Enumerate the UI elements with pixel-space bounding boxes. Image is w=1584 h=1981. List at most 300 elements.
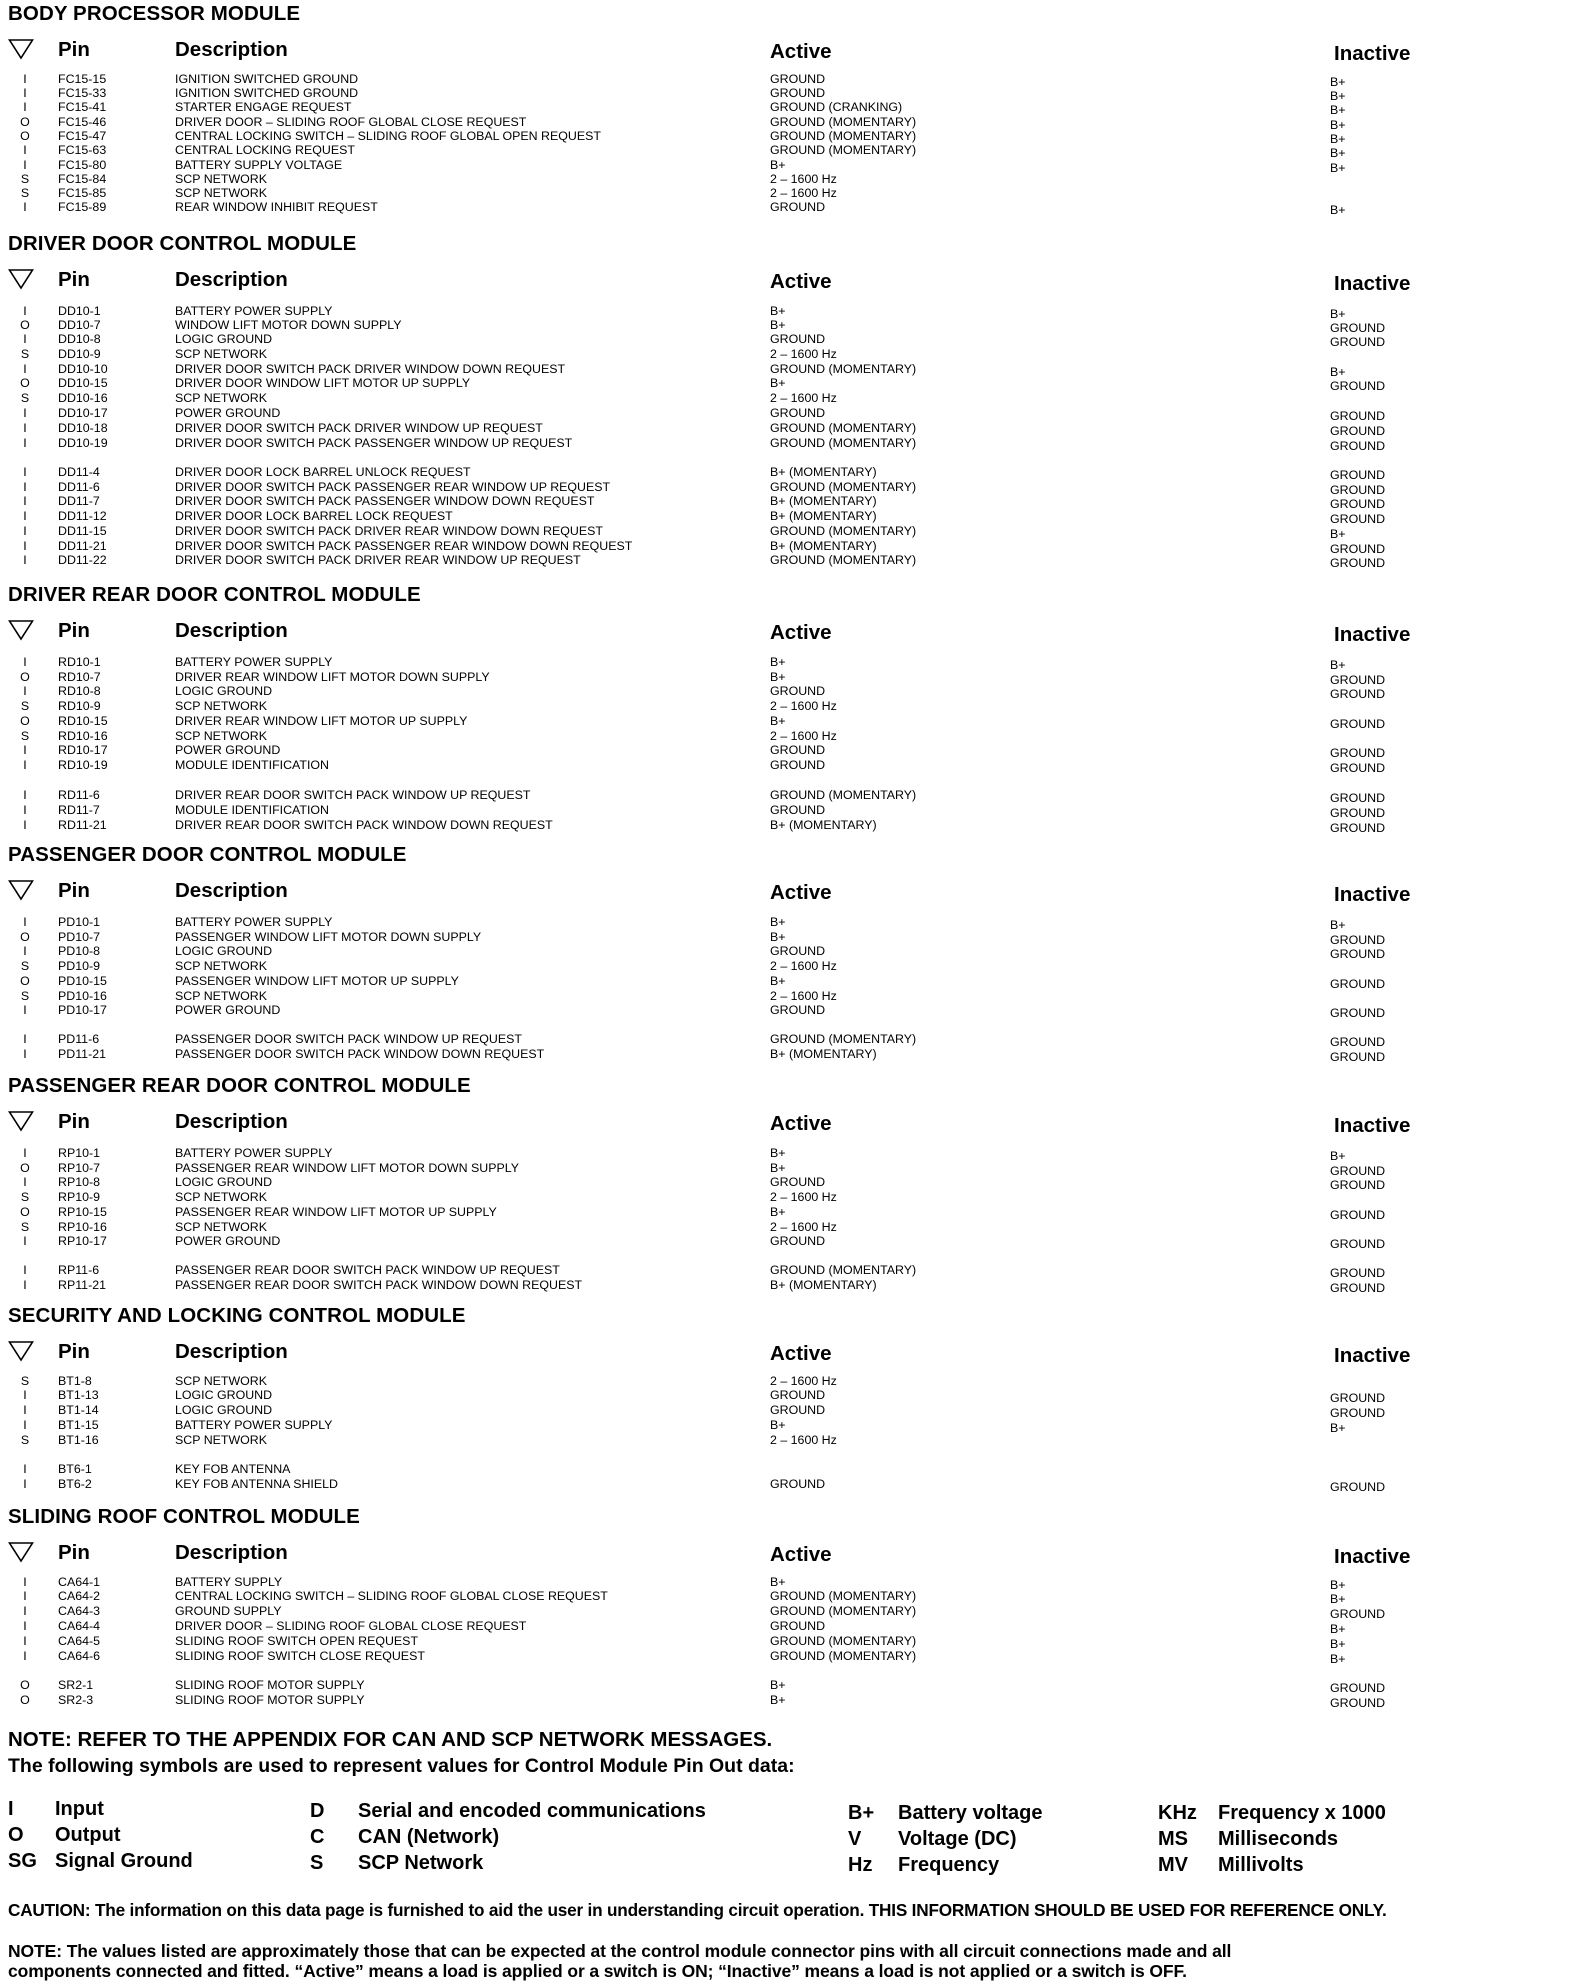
pin-io-type: I	[23, 1634, 27, 1648]
pin-inactive-value: GROUND	[1330, 1178, 1386, 1192]
pin-row	[0, 86, 1584, 101]
pin-io-type: S	[20, 729, 30, 743]
pin-io-type: I	[23, 406, 27, 420]
pin-io-type: I	[23, 743, 27, 757]
pin-inactive-value: GROUND	[1330, 947, 1386, 961]
pin-io-type: O	[20, 376, 30, 390]
pin-row	[0, 1146, 1584, 1161]
pin-io-type: I	[23, 436, 27, 450]
pin-inactive-value: B+	[1330, 161, 1346, 175]
pin-column-header: Pin	[58, 879, 90, 902]
values-note	[8, 1941, 1231, 1981]
pin-active-value: GROUND	[770, 200, 826, 214]
description-column-header: Description	[175, 879, 288, 902]
pin-row	[0, 729, 1584, 744]
pin-inactive-value: GROUND	[1330, 1035, 1386, 1049]
pin-io-type: S	[20, 186, 30, 200]
io-triangle-icon	[8, 1340, 34, 1362]
pin-number: PD11-21	[58, 1047, 106, 1061]
pin-description: DRIVER DOOR – SLIDING ROOF GLOBAL CLOSE REQUEST	[175, 1619, 527, 1633]
pin-number: RP11-21	[58, 1278, 106, 1292]
pin-row	[0, 1032, 1584, 1047]
pin-description: LOGIC GROUND	[175, 1175, 273, 1189]
pin-number: DD10-10	[58, 362, 108, 376]
pin-row	[0, 670, 1584, 685]
pin-number: DD11-7	[58, 494, 100, 508]
legend-symbol: MV	[1158, 1854, 1188, 1876]
pin-inactive-value: GROUND	[1330, 761, 1386, 775]
pin-inactive-value: GROUND	[1330, 497, 1386, 511]
pin-io-type: I	[23, 494, 27, 508]
pin-description: DRIVER DOOR SWITCH PACK DRIVER REAR WINDOW DOWN REQUEST	[175, 524, 603, 538]
pin-active-value: GROUND (MOMENTARY)	[770, 436, 917, 450]
pin-description: SCP NETWORK	[175, 729, 268, 743]
pin-number: FC15-47	[58, 129, 107, 143]
pin-description: SLIDING ROOF MOTOR SUPPLY	[175, 1678, 365, 1692]
pin-io-type: I	[23, 158, 27, 172]
pin-number: DD11-15	[58, 524, 107, 538]
pin-row	[0, 186, 1584, 201]
legend-label: Battery voltage	[898, 1802, 1043, 1824]
pin-active-value: 2 – 1600 Hz	[770, 172, 837, 186]
pin-inactive-value: GROUND	[1330, 409, 1386, 423]
pin-active-value: 2 – 1600 Hz	[770, 1220, 837, 1234]
pin-io-type: S	[20, 1433, 30, 1447]
pin-inactive-value: GROUND	[1330, 806, 1386, 820]
pin-active-value: B+	[770, 1678, 786, 1692]
legend-label: Milliseconds	[1218, 1828, 1339, 1850]
pin-row	[0, 1220, 1584, 1235]
section-title: SECURITY AND LOCKING CONTROL MODULE	[8, 1304, 466, 1327]
pin-active-value: GROUND	[770, 1175, 826, 1189]
pin-description: IGNITION SWITCHED GROUND	[175, 86, 359, 100]
pin-number: RD10-1	[58, 655, 101, 669]
module-section	[0, 1304, 1584, 1534]
legend-symbol: Hz	[848, 1854, 873, 1876]
pin-description: PASSENGER REAR DOOR SWITCH PACK WINDOW DOWN REQUEST	[175, 1278, 583, 1292]
pin-row	[0, 1263, 1584, 1278]
pin-description: LOGIC GROUND	[175, 944, 273, 958]
pin-row	[0, 1403, 1584, 1418]
pin-row	[0, 1589, 1584, 1604]
pin-io-type: O	[20, 1161, 30, 1175]
pin-row	[0, 115, 1584, 130]
pin-io-type: S	[20, 1220, 30, 1234]
pin-active-value: GROUND	[770, 72, 826, 86]
pin-description: BATTERY SUPPLY VOLTAGE	[175, 158, 343, 172]
pin-number: FC15-84	[58, 172, 107, 186]
module-section	[0, 1505, 1584, 1735]
pin-row	[0, 1175, 1584, 1190]
pin-io-type: I	[23, 553, 27, 567]
pin-io-type: S	[20, 699, 30, 713]
pin-number: DD10-16	[58, 391, 108, 405]
pin-description: SCP NETWORK	[175, 1374, 268, 1388]
pin-description: DRIVER DOOR – SLIDING ROOF GLOBAL CLOSE REQUEST	[175, 115, 527, 129]
pin-description: DRIVER DOOR SWITCH PACK DRIVER WINDOW UP REQUEST	[175, 421, 543, 435]
pin-io-type: I	[23, 818, 27, 832]
inactive-column-header: Inactive	[1334, 1114, 1411, 1137]
pin-row	[0, 480, 1584, 495]
pin-inactive-value: B+	[1330, 146, 1346, 160]
pin-number: FC15-46	[58, 115, 107, 129]
pin-number: FC15-63	[58, 143, 107, 157]
section-title: PASSENGER DOOR CONTROL MODULE	[8, 843, 407, 866]
pin-active-value: 2 – 1600 Hz	[770, 989, 837, 1003]
pin-active-value: GROUND	[770, 1003, 826, 1017]
pin-description: DRIVER DOOR WINDOW LIFT MOTOR UP SUPPLY	[175, 376, 471, 390]
pin-row	[0, 1604, 1584, 1619]
pin-inactive-value: GROUND	[1330, 1266, 1386, 1280]
legend-symbol: C	[310, 1826, 325, 1848]
pin-description: DRIVER REAR WINDOW LIFT MOTOR UP SUPPLY	[175, 714, 468, 728]
description-column-header: Description	[175, 619, 288, 642]
pin-description: LOGIC GROUND	[175, 332, 273, 346]
pin-inactive-value: B+	[1330, 527, 1346, 541]
section-title: BODY PROCESSOR MODULE	[8, 2, 301, 25]
pin-active-value: GROUND (MOMENTARY)	[770, 553, 917, 567]
pin-number: PD10-17	[58, 1003, 107, 1017]
pin-row	[0, 1234, 1584, 1249]
pin-active-value: B+	[770, 1418, 786, 1432]
pin-inactive-value: GROUND	[1330, 1281, 1386, 1295]
pin-io-type: O	[20, 129, 30, 143]
pin-row	[0, 72, 1584, 87]
pin-number: BT1-8	[58, 1374, 92, 1388]
pin-active-value: B+	[770, 670, 786, 684]
pin-io-type: I	[23, 915, 27, 929]
pin-number: RD10-9	[58, 699, 101, 713]
pin-row	[0, 1462, 1584, 1477]
pin-number: RP10-17	[58, 1234, 107, 1248]
legend-label: CAN (Network)	[358, 1826, 500, 1848]
pin-inactive-value: GROUND	[1330, 1006, 1386, 1020]
pin-description: REAR WINDOW INHIBIT REQUEST	[175, 200, 378, 214]
pin-io-type: O	[20, 1693, 30, 1707]
legend-label: Frequency x 1000	[1218, 1802, 1386, 1824]
pin-active-value: B+	[770, 1161, 786, 1175]
pin-description: LOGIC GROUND	[175, 684, 273, 698]
pin-active-value: GROUND	[770, 684, 826, 698]
pin-active-value: 2 – 1600 Hz	[770, 186, 837, 200]
active-column-header: Active	[770, 881, 832, 904]
pin-description: BATTERY POWER SUPPLY	[175, 1418, 333, 1432]
pin-number: FC15-85	[58, 186, 107, 200]
pin-inactive-value: B+	[1330, 1421, 1346, 1435]
pin-active-value: 2 – 1600 Hz	[770, 347, 837, 361]
pin-active-value: 2 – 1600 Hz	[770, 1190, 837, 1204]
pin-active-value: 2 – 1600 Hz	[770, 1374, 837, 1388]
io-triangle-icon	[8, 38, 34, 60]
pin-column-header: Pin	[58, 619, 90, 642]
section-title: SLIDING ROOF CONTROL MODULE	[8, 1505, 360, 1528]
pin-number: FC15-80	[58, 158, 107, 172]
pin-number: RP10-1	[58, 1146, 101, 1160]
pin-io-type: I	[23, 1003, 27, 1017]
pin-row	[0, 200, 1584, 215]
pin-inactive-value: B+	[1330, 1592, 1346, 1606]
pin-row	[0, 421, 1584, 436]
pin-active-value: B+	[770, 1146, 786, 1160]
pin-row	[0, 803, 1584, 818]
legend-symbol: B+	[848, 1802, 875, 1824]
pin-description: PASSENGER WINDOW LIFT MOTOR UP SUPPLY	[175, 974, 459, 988]
pin-description: DRIVER REAR WINDOW LIFT MOTOR DOWN SUPPLY	[175, 670, 490, 684]
pin-row	[0, 143, 1584, 158]
pin-active-value: B+ (MOMENTARY)	[770, 539, 877, 553]
pin-row	[0, 347, 1584, 362]
pin-inactive-value: GROUND	[1330, 1237, 1386, 1251]
pin-number: RP10-9	[58, 1190, 101, 1204]
pin-io-type: I	[23, 1462, 27, 1476]
pin-io-type: O	[20, 318, 30, 332]
pin-column-header: Pin	[58, 38, 90, 61]
pin-active-value: GROUND	[770, 1477, 826, 1491]
pin-active-value: 2 – 1600 Hz	[770, 391, 837, 405]
pin-io-type: I	[23, 539, 27, 553]
inactive-column-header: Inactive	[1334, 272, 1411, 295]
module-section	[0, 583, 1584, 835]
pin-row	[0, 1477, 1584, 1492]
pin-row	[0, 304, 1584, 319]
pin-io-type: I	[23, 944, 27, 958]
pin-number: RD11-21	[58, 818, 107, 832]
pin-number: RP10-8	[58, 1175, 101, 1189]
pin-description: LOGIC GROUND	[175, 1388, 273, 1402]
pin-active-value: GROUND (MOMENTARY)	[770, 1589, 917, 1603]
pin-description: CENTRAL LOCKING SWITCH – SLIDING ROOF GLOBAL CLOSE REQUEST	[175, 1589, 608, 1603]
pin-description: MODULE IDENTIFICATION	[175, 803, 329, 817]
pin-number: CA64-6	[58, 1649, 101, 1663]
pin-inactive-value: GROUND	[1330, 335, 1386, 349]
pin-inactive-value: GROUND	[1330, 1050, 1386, 1064]
module-section	[0, 232, 1584, 570]
inactive-column-header: Inactive	[1334, 42, 1411, 65]
pin-io-type: I	[23, 332, 27, 346]
pin-io-type: I	[23, 421, 27, 435]
legend-symbol: S	[310, 1852, 324, 1874]
pin-description: SCP NETWORK	[175, 959, 268, 973]
pin-active-value: GROUND (MOMENTARY)	[770, 524, 917, 538]
pin-io-type: I	[23, 1146, 27, 1160]
pin-inactive-value: GROUND	[1330, 1164, 1386, 1178]
pin-number: DD10-18	[58, 421, 108, 435]
pin-active-value: GROUND	[770, 1234, 826, 1248]
active-column-header: Active	[770, 40, 832, 63]
pin-active-value: GROUND	[770, 406, 826, 420]
pin-description: CENTRAL LOCKING SWITCH – SLIDING ROOF GLOBAL OPEN REQUEST	[175, 129, 601, 143]
legend-label: Input	[55, 1798, 104, 1820]
pin-row	[0, 1205, 1584, 1220]
pin-active-value: GROUND (MOMENTARY)	[770, 143, 917, 157]
pin-io-type: I	[23, 86, 27, 100]
pin-number: BT1-14	[58, 1403, 99, 1417]
pin-description: BATTERY POWER SUPPLY	[175, 1146, 333, 1160]
pin-description: PASSENGER DOOR SWITCH PACK WINDOW UP REQUEST	[175, 1032, 522, 1046]
pin-number: BT1-13	[58, 1388, 99, 1402]
values-note-line-1: NOTE: The values listed are approximately those that can be expected at the control module connector pins with all circuit connections made and all	[8, 1941, 1232, 1961]
pin-io-type: I	[23, 1604, 27, 1618]
pin-inactive-value: GROUND	[1330, 933, 1386, 947]
pin-number: PD10-16	[58, 989, 107, 1003]
pin-active-value: GROUND	[770, 743, 826, 757]
pin-row	[0, 1575, 1584, 1590]
pin-description: SCP NETWORK	[175, 347, 268, 361]
pin-row	[0, 100, 1584, 115]
pin-io-type: I	[23, 684, 27, 698]
pin-io-type: S	[20, 959, 30, 973]
pin-inactive-value: B+	[1330, 75, 1346, 89]
pin-active-value: 2 – 1600 Hz	[770, 729, 837, 743]
pin-row	[0, 959, 1584, 974]
section-title: DRIVER REAR DOOR CONTROL MODULE	[8, 583, 421, 606]
pin-number: PD10-1	[58, 915, 101, 929]
pin-io-type: I	[23, 1278, 27, 1292]
pin-io-type: S	[20, 172, 30, 186]
pin-number: RD10-15	[58, 714, 108, 728]
pin-io-type: O	[20, 930, 30, 944]
pin-row	[0, 743, 1584, 758]
pin-description: DRIVER REAR DOOR SWITCH PACK WINDOW UP REQUEST	[175, 788, 531, 802]
pin-description: DRIVER DOOR SWITCH PACK PASSENGER WINDOW DOWN REQUEST	[175, 494, 595, 508]
pin-inactive-value: GROUND	[1330, 673, 1386, 687]
pin-inactive-value: GROUND	[1330, 542, 1386, 556]
pin-row	[0, 714, 1584, 729]
pin-active-value: GROUND	[770, 758, 826, 772]
pin-active-value: B+	[770, 915, 786, 929]
pin-number: CA64-3	[58, 1604, 101, 1618]
pin-io-type: I	[23, 524, 27, 538]
pin-description: PASSENGER WINDOW LIFT MOTOR DOWN SUPPLY	[175, 930, 482, 944]
pin-description: PASSENGER DOOR SWITCH PACK WINDOW DOWN REQUEST	[175, 1047, 545, 1061]
pin-io-type: I	[23, 200, 27, 214]
pin-active-value: GROUND	[770, 1619, 826, 1633]
io-triangle-icon	[8, 619, 34, 641]
pin-number: PD10-9	[58, 959, 101, 973]
pin-inactive-value: GROUND	[1330, 746, 1386, 760]
description-column-header: Description	[175, 38, 288, 61]
pin-inactive-value: B+	[1330, 365, 1346, 379]
pin-number: CA64-5	[58, 1634, 101, 1648]
pin-inactive-value: GROUND	[1330, 512, 1386, 526]
pin-number: RD11-6	[58, 788, 100, 802]
pin-inactive-value: B+	[1330, 132, 1346, 146]
pin-inactive-value: B+	[1330, 307, 1346, 321]
pin-inactive-value: B+	[1330, 918, 1346, 932]
pin-row	[0, 1161, 1584, 1176]
pin-active-value: B+	[770, 1205, 786, 1219]
pin-io-type: S	[20, 989, 30, 1003]
pin-number: CA64-2	[58, 1589, 101, 1603]
pin-active-value: B+	[770, 304, 786, 318]
pin-description: IGNITION SWITCHED GROUND	[175, 72, 359, 86]
inactive-column-header: Inactive	[1334, 1344, 1411, 1367]
pin-description: DRIVER DOOR LOCK BARREL UNLOCK REQUEST	[175, 465, 471, 479]
pin-io-type: I	[23, 1619, 27, 1633]
pin-row	[0, 553, 1584, 568]
pin-row	[0, 1003, 1584, 1018]
pin-row	[0, 318, 1584, 333]
pin-active-value: B+	[770, 714, 786, 728]
description-column-header: Description	[175, 268, 288, 291]
pin-io-type: I	[23, 1047, 27, 1061]
pin-inactive-value: GROUND	[1330, 1681, 1386, 1695]
pin-row	[0, 1388, 1584, 1403]
pin-active-value: GROUND (MOMENTARY)	[770, 362, 917, 376]
active-column-header: Active	[770, 621, 832, 644]
pin-description: BATTERY POWER SUPPLY	[175, 655, 333, 669]
pin-inactive-value: B+	[1330, 1622, 1346, 1636]
io-triangle-icon	[8, 879, 34, 901]
pin-io-type: I	[23, 1649, 27, 1663]
pin-io-type: I	[23, 1234, 27, 1248]
pin-io-type: O	[20, 974, 30, 988]
pin-row	[0, 172, 1584, 187]
pin-row	[0, 1693, 1584, 1708]
pin-io-type: I	[23, 803, 27, 817]
pin-number: DD10-17	[58, 406, 108, 420]
pin-column-header: Pin	[58, 268, 90, 291]
pin-number: PD11-6	[58, 1032, 100, 1046]
caution-text: CAUTION: The information on this data page is furnished to aid the user in understanding circuit operation. THIS INFORMATION SHOULD BE USED FOR REFERENCE ONLY.	[8, 1900, 1387, 1920]
pin-description: DRIVER DOOR SWITCH PACK DRIVER WINDOW DOWN REQUEST	[175, 362, 566, 376]
active-column-header: Active	[770, 1112, 832, 1135]
pin-row	[0, 391, 1584, 406]
pin-number: SR2-1	[58, 1678, 94, 1692]
pin-active-value: GROUND (MOMENTARY)	[770, 1649, 917, 1663]
pin-number: RD10-17	[58, 743, 108, 757]
pin-description: SLIDING ROOF MOTOR SUPPLY	[175, 1693, 365, 1707]
pin-io-type: I	[23, 1418, 27, 1432]
pin-io-type: S	[20, 391, 30, 405]
pin-description: DRIVER REAR DOOR SWITCH PACK WINDOW DOWN REQUEST	[175, 818, 553, 832]
pin-row	[0, 788, 1584, 803]
pin-active-value: B+	[770, 1575, 786, 1589]
pin-io-type: I	[23, 1477, 27, 1491]
pin-number: PD10-8	[58, 944, 101, 958]
pin-io-type: I	[23, 788, 27, 802]
pin-io-type: I	[23, 1263, 27, 1277]
pin-row	[0, 1374, 1584, 1389]
pin-inactive-value: GROUND	[1330, 379, 1386, 393]
pin-number: RP10-16	[58, 1220, 107, 1234]
pin-number: RP10-15	[58, 1205, 107, 1219]
legend-label: Output	[55, 1824, 121, 1846]
description-column-header: Description	[175, 1541, 288, 1564]
pin-active-value: GROUND	[770, 332, 826, 346]
pin-number: DD10-9	[58, 347, 101, 361]
pin-inactive-value: GROUND	[1330, 556, 1386, 570]
pin-description: DRIVER DOOR SWITCH PACK DRIVER REAR WINDOW UP REQUEST	[175, 553, 581, 567]
pin-number: BT6-1	[58, 1462, 92, 1476]
pin-description: DRIVER DOOR LOCK BARREL LOCK REQUEST	[175, 509, 453, 523]
pin-row	[0, 684, 1584, 699]
pin-active-value: GROUND (MOMENTARY)	[770, 421, 917, 435]
legend-symbol: KHz	[1158, 1802, 1197, 1824]
pin-number: RP10-7	[58, 1161, 101, 1175]
pin-number: FC15-15	[58, 72, 107, 86]
pin-row	[0, 930, 1584, 945]
io-triangle-icon	[8, 1541, 34, 1563]
pin-number: DD11-6	[58, 480, 100, 494]
pin-active-value: GROUND (MOMENTARY)	[770, 788, 917, 802]
pin-io-type: I	[23, 758, 27, 772]
legend-label: Frequency	[898, 1854, 1000, 1876]
pin-row	[0, 406, 1584, 421]
pin-inactive-value: B+	[1330, 1578, 1346, 1592]
pin-inactive-value: GROUND	[1330, 1480, 1386, 1494]
inactive-column-header: Inactive	[1334, 623, 1411, 646]
